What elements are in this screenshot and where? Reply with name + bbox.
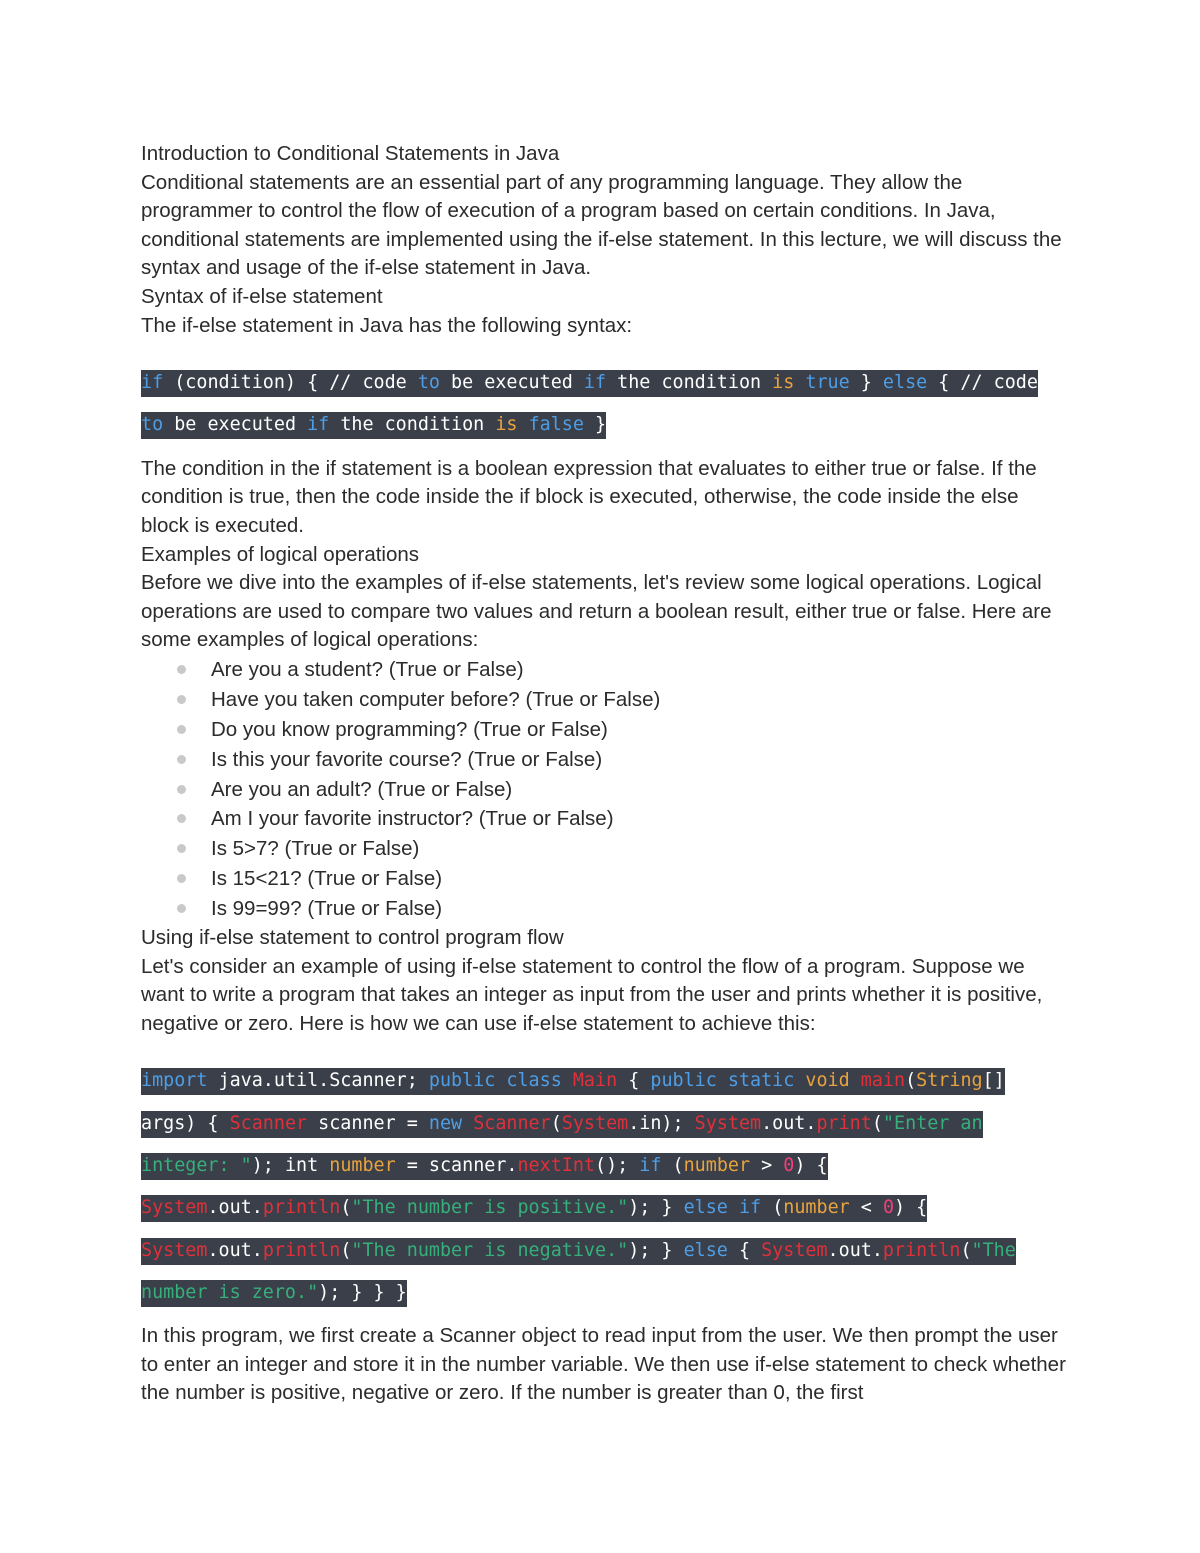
code-token: import xyxy=(141,1070,208,1092)
code-token: .out. xyxy=(827,1239,883,1261)
logical-examples-list xyxy=(141,655,1066,924)
code-token: println xyxy=(262,1239,341,1261)
code-token: 0 xyxy=(882,1197,895,1219)
code-line-background xyxy=(141,1238,1016,1265)
list-item xyxy=(177,804,1066,834)
code-token: public xyxy=(650,1070,717,1092)
intro-paragraph: Conditional statements are an essential part of any programming language. They allow the programmer to control the flow of execution of a program based on certain conditions. In Java, conditional statements are implemented using the if-else statement. In this lecture, we will discuss the syntax and usage of the if-else statement in Java. xyxy=(141,170,1062,280)
code-token xyxy=(717,1070,728,1091)
code-block-syntax xyxy=(141,362,1066,447)
code-token: .out. xyxy=(207,1197,263,1219)
code-token: else xyxy=(683,1239,728,1261)
condition-paragraph: The condition in the if statement is a boolean expression that evaluates to either true or false. If the condition is true, then the code inside the if block is executed, otherwise, the code inside the else block is executed. xyxy=(141,456,1037,537)
logical-intro: Before we dive into the examples of if-else statements, let's review some logical operations. Logical operations are used to compare two values and return a boolean result, either true or false. Here are some examples of logical operations: xyxy=(141,571,1052,652)
code-token: the condition xyxy=(606,372,773,394)
code-token: if xyxy=(583,372,607,394)
code-token: String xyxy=(916,1070,983,1092)
list-item-text: Is this your favorite course? (True or False) xyxy=(211,747,603,771)
list-item xyxy=(177,775,1066,805)
code-line xyxy=(141,362,1066,404)
document-title: Introduction to Conditional Statements in Java xyxy=(141,142,560,165)
code-token: (); xyxy=(595,1155,640,1177)
list-item-text: Is 5>7? (True or False) xyxy=(211,837,420,861)
code-token: { xyxy=(727,1239,762,1261)
code-token: ( xyxy=(340,1197,352,1219)
code-token: to xyxy=(141,414,164,436)
closing-paragraph: In this program, we first create a Scanner object to read input from the user. We then prompt the user to enter an integer and store it in the number variable. We then use if-else statement to check whether the number is positive, negative or zero. If the number is greater than 0, the first xyxy=(141,1324,1066,1405)
code-token: System xyxy=(761,1239,828,1261)
code-token: System xyxy=(141,1239,208,1261)
code-token: is xyxy=(495,414,518,436)
code-token: ( xyxy=(661,1155,684,1177)
bullet-icon xyxy=(177,755,186,764)
code-token: ); } xyxy=(628,1197,684,1219)
code-token: Main xyxy=(572,1070,618,1092)
list-item-text: Have you taken computer before? (True or False) xyxy=(211,687,661,711)
code-token: > xyxy=(750,1155,784,1177)
code-token: be executed xyxy=(163,414,308,436)
list-item xyxy=(177,864,1066,894)
code-line-background xyxy=(141,1280,407,1307)
code-token: ( xyxy=(905,1070,917,1092)
code-token: .out. xyxy=(761,1112,817,1134)
code-token: print xyxy=(816,1112,872,1134)
code-token: ) { xyxy=(794,1155,828,1177)
code-token: ( xyxy=(871,1112,883,1134)
code-token: System xyxy=(141,1197,208,1219)
code-token: public xyxy=(428,1070,496,1092)
code-token: if xyxy=(738,1197,762,1219)
bullet-icon xyxy=(177,874,186,883)
list-item-text: Are you an adult? (True or False) xyxy=(211,777,513,801)
code-token: ); } } } xyxy=(318,1281,407,1303)
code-token: scanner = xyxy=(307,1112,429,1134)
code-token: "Enter an xyxy=(882,1112,983,1134)
list-item-text: Is 99=99? (True or False) xyxy=(211,897,443,921)
code-line-background xyxy=(141,412,606,439)
code-token xyxy=(562,1070,573,1091)
code-token: ( xyxy=(340,1239,352,1261)
code-token: args) { xyxy=(141,1112,230,1134)
code-token: .in); xyxy=(628,1112,695,1134)
code-token: class xyxy=(506,1070,562,1092)
code-token: } xyxy=(583,414,607,436)
code-token: if xyxy=(307,414,330,436)
code-token: Scanner xyxy=(229,1112,308,1134)
code-token: System xyxy=(561,1112,629,1134)
code-token: main xyxy=(860,1070,906,1092)
code-line-background xyxy=(141,1153,828,1180)
code-token: static xyxy=(727,1070,795,1092)
code-token: number is zero." xyxy=(141,1281,319,1303)
code-line-background xyxy=(141,370,1038,397)
list-item xyxy=(177,715,1066,745)
code-token: println xyxy=(882,1239,961,1261)
code-token xyxy=(794,372,805,393)
bullet-icon xyxy=(177,665,186,674)
code-token: System xyxy=(694,1112,762,1134)
code-token: to xyxy=(417,372,440,394)
code-token: number xyxy=(683,1155,751,1177)
code-token: < xyxy=(849,1197,883,1219)
bullet-icon xyxy=(177,695,186,704)
code-token: else xyxy=(683,1197,728,1219)
code-token xyxy=(495,1070,506,1091)
code-token: else xyxy=(882,372,928,394)
code-token: ); } xyxy=(628,1239,684,1261)
syntax-heading: Syntax of if-else statement xyxy=(141,284,383,308)
list-item xyxy=(177,745,1066,775)
bullet-icon xyxy=(177,904,186,913)
code-token: true xyxy=(805,372,850,394)
code-line-background xyxy=(141,1068,1005,1095)
code-token: integer: " xyxy=(141,1155,252,1177)
code-token xyxy=(728,1197,739,1218)
code-token xyxy=(518,414,529,435)
code-line xyxy=(141,1187,1066,1229)
list-item xyxy=(177,834,1066,864)
code-token: [] xyxy=(982,1070,1005,1092)
code-token: ( xyxy=(550,1112,562,1134)
code-token: "The number is positive." xyxy=(351,1197,629,1219)
list-item-text: Are you a student? (True or False) xyxy=(211,657,524,681)
flow-intro: Let's consider an example of using if-else statement to control the flow of a program. Suppose we want to write a program that takes an integer as input from the user and prints whether it is positive, negative or zero. Here is how we can use if-else statement to achieve this: xyxy=(141,954,1043,1035)
code-token: { // code xyxy=(927,372,1038,394)
code-token xyxy=(794,1070,805,1091)
code-line xyxy=(141,1060,1066,1102)
code-token: nextInt xyxy=(517,1155,595,1177)
code-line-background xyxy=(141,1195,927,1222)
document-page xyxy=(141,140,1066,1408)
bullet-icon xyxy=(177,725,186,734)
list-item xyxy=(177,685,1066,715)
code-token: "The xyxy=(971,1239,1016,1261)
code-token: = scanner. xyxy=(395,1155,518,1177)
code-token: Scanner xyxy=(473,1112,551,1134)
list-item-text: Is 15<21? (True or False) xyxy=(211,867,443,891)
code-token: number xyxy=(329,1155,396,1177)
code-block-example xyxy=(141,1060,1066,1314)
code-token: if xyxy=(141,372,164,394)
syntax-intro: The if-else statement in Java has the following syntax: xyxy=(141,313,633,337)
list-item xyxy=(177,655,1066,685)
code-token: println xyxy=(262,1197,341,1219)
code-line xyxy=(141,1145,1066,1187)
list-item-text: Am I your favorite instructor? (True or False) xyxy=(211,807,614,831)
code-token: .out. xyxy=(207,1239,263,1261)
code-token: java.util.Scanner; xyxy=(207,1070,429,1092)
code-token: if xyxy=(639,1155,662,1177)
code-token: ( xyxy=(960,1239,972,1261)
code-line xyxy=(141,404,1066,446)
code-token: ); int xyxy=(251,1155,330,1177)
code-token: number xyxy=(783,1197,850,1219)
code-token: { xyxy=(617,1070,651,1092)
code-token: void xyxy=(805,1070,850,1092)
logical-heading: Examples of logical operations xyxy=(141,542,420,566)
bullet-icon xyxy=(177,844,186,853)
bullet-icon xyxy=(177,814,186,823)
code-token: } xyxy=(849,372,883,394)
code-line-background xyxy=(141,1111,983,1138)
flow-heading: Using if-else statement to control program flow xyxy=(141,926,564,950)
code-line xyxy=(141,1230,1066,1272)
list-item xyxy=(177,894,1066,924)
code-token: ( xyxy=(761,1197,784,1219)
list-item-text: Do you know programming? (True or False) xyxy=(211,717,608,741)
code-token: 0 xyxy=(783,1155,795,1177)
bullet-icon xyxy=(177,785,186,794)
code-token xyxy=(850,1070,861,1091)
code-token: be executed xyxy=(439,372,584,394)
code-token xyxy=(462,1113,473,1134)
code-line xyxy=(141,1272,1066,1314)
code-token: the condition xyxy=(329,414,496,436)
code-token: (condition) { // code xyxy=(163,372,418,394)
code-token: ) { xyxy=(894,1197,928,1219)
code-token: new xyxy=(428,1112,463,1134)
code-token: false xyxy=(528,414,584,436)
code-token: is xyxy=(772,372,795,394)
code-token: "The number is negative." xyxy=(351,1239,629,1261)
code-line xyxy=(141,1103,1066,1145)
